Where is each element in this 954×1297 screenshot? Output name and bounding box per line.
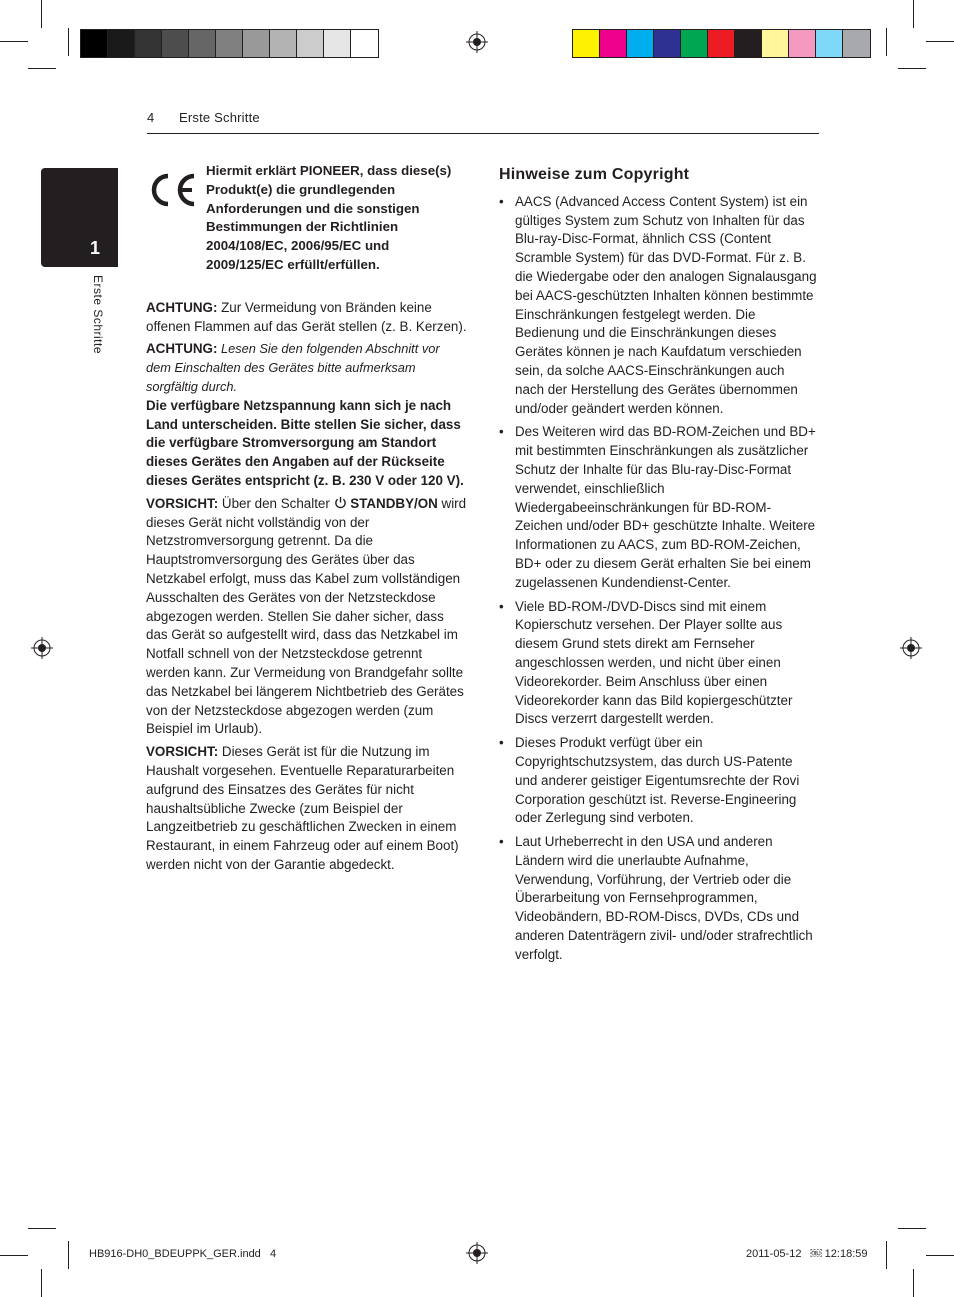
crop-mark: [886, 1241, 887, 1269]
right-column: [499, 166, 817, 970]
crop-mark: [41, 0, 42, 28]
page-number: 4: [147, 110, 155, 125]
list-item: • Dieses Produkt verfügt über ein Copyrightschutzsystem, das durch US-Patente und anderer geistiger Eigentumsrechte der Rovi Corporation geschützt ist. Reverse-Engineering oder Zerlegung sind verboten.: [499, 734, 817, 828]
crop-mark: [68, 28, 69, 56]
voltage-notice: Die verfügbare Netzspannung kann sich je nach Land unterscheiden. Bitte stellen Sie sicher, dass die verfügbare Stromversorgung am Standort dieses Gerätes den Angaben auf der Rückseite dieses Gerätes entspricht (z. B. 230 V oder 120 V).: [146, 397, 464, 488]
color-swatch: [654, 30, 681, 57]
left-column: [146, 162, 468, 879]
color-swatch: [324, 30, 351, 57]
color-swatch: [108, 30, 135, 57]
crop-mark: [926, 1255, 954, 1256]
color-swatch: [627, 30, 654, 57]
color-swatch: [735, 30, 762, 57]
section-heading: Hinweise zum Copyright: [499, 166, 690, 183]
caution-text: Lesen Sie den folgenden Abschnitt vor dem Einschalten des Gerätes bitte aufmerksam sorgfältig durch.: [146, 341, 440, 394]
caution-text: Zur Vermeidung von Bränden keine offenen Flammen auf das Gerät stellen (z. B. Kerzen).: [146, 299, 467, 334]
registration-mark-icon: [900, 637, 922, 659]
crop-mark: [28, 68, 56, 69]
ce-mark-icon: [146, 170, 198, 210]
color-swatch: [681, 30, 708, 57]
registration-mark-icon: [31, 637, 53, 659]
warning-text: Dieses Gerät ist für die Nutzung im Haushalt vorgesehen. Eventuelle Reparaturarbeiten aufgrund des Einsatzes des Gerätes für nicht haushaltsübliche Zwecke (zum Beispiel der Langzeitbetrieb zu geschäftlichen Zwecken in einem Restaurant, in einem Fahrzeug oder auf einem Boot) werden nicht von der Garantie abgedeckt.: [146, 744, 459, 872]
warning-text: wird dieses Gerät nicht vollständig von der Netzstromversorgung getrennt. Da die Hauptstromversorgung des Gerätes über das Netzkabel erfolgt, muss das Kabel zum vollständigen Ausschalten des Gerätes von der Netzsteckdose abgezogen werden. Stellen Sie daher sicher, dass das Gerät so aufgestellt wird, dass das Netzkabel im Notfall schnell von der Netzsteckdose getrennt werden kann. Zur Vermeidung von Brandgefahr sollte das Netzkabel bei längerem Nichtbetrieb des Gerätes von der Netzsteckdose abgezogen werden (zum Beispiel im Urlaub).: [146, 495, 467, 737]
warning-paragraph: [146, 743, 468, 875]
warning-paragraph: [146, 495, 468, 739]
crop-mark: [28, 1228, 56, 1229]
color-swatch: [789, 30, 816, 57]
color-swatch: [162, 30, 189, 57]
standby-switch-label: STANDBY/ON: [346, 495, 438, 511]
color-swatch: [816, 30, 843, 57]
color-swatch: [297, 30, 324, 57]
crop-mark: [41, 1269, 42, 1297]
caution-label: ACHTUNG:: [146, 299, 218, 315]
crop-mark: [926, 41, 954, 42]
chapter-tab: [41, 168, 118, 267]
crop-mark: [886, 28, 887, 56]
list-item: • Des Weiteren wird das BD-ROM-Zeichen und BD+ mit bestimmten Einschränkungen als zusätzlicher Schutz der Inhalte für das Blu-ray-Disc-Format verwendet, einschließlich Wiedergabeeinschränkungen für BD-ROM-Zeichen und/oder BD+ geschützte Inhalte. Weitere Informationen zu AACS, zum BD-ROM-Zeichen, BD+ oder zu diesem Gerät erhalten Sie bei einem zugelassenen Kundendienst-Center.: [499, 423, 817, 592]
color-swatch: [135, 30, 162, 57]
crop-mark: [0, 1255, 28, 1256]
chapter-tab-label: Erste Schritte: [91, 275, 105, 355]
chapter-tab-number: 1: [90, 238, 101, 258]
crop-mark: [68, 1241, 69, 1269]
crop-mark: [898, 68, 926, 69]
color-swatch: [270, 30, 297, 57]
crop-mark: [913, 1269, 914, 1297]
color-swatch: [243, 30, 270, 57]
ce-statement: Hiermit erklärt PIONEER, dass diese(s) Produkt(e) die grundlegenden Anforderungen und die sonstigen Bestimmungen der Richtlinien 2004/108/EC, 2006/95/EC und 2009/125/EC erfüllt/erfüllen.: [206, 163, 452, 272]
running-header-title: Erste Schritte: [179, 110, 260, 125]
copyright-list: [499, 193, 817, 965]
list-item: • Laut Urheberrecht in den USA und anderen Ländern wird die unerlaubte Aufnahme, Verwendung, Vorführung, der Vertrieb oder die Überarbeitung von Fernsehprogrammen, Videobändern, BD-ROM-Discs, DVDs, CDs und anderen Datenträgern zivil- und/oder strafrechtlich verfolgt.: [499, 833, 817, 965]
grayscale-bar: [80, 29, 379, 58]
registration-mark-icon: [466, 31, 488, 53]
color-swatch: [351, 30, 378, 57]
list-item: • Viele BD-ROM-/DVD-Discs sind mit einem Kopierschutz versehen. Der Player sollte aus diesem Grund stets direkt am Fernseher angeschlossen werden, und nicht über einen Videorekorder. Beim Anschluss über einen Videorekorder kann das Bild kopiergeschützter Discs verzerrt dargestellt werden.: [499, 598, 817, 730]
list-item: • AACS (Advanced Access Content System) ist ein gültiges System zum Schutz von Inhalten für das Blu-ray-Disc-Format, ähnlich CSS (Content Scramble System) für das DVD-Format. Für z. B. die Wiedergabe oder den analogen Signalausgang bei AACS-geschützten Inhalten können bestimmte Einschränkungen festgelegt werden. Die Bedienung und die Einschränkungen dieses Gerätes können je nach Kaufdatum verschieden sein, da solche AACS-Einschränkungen auch nach der Herstellung des Gerätes übernommen und/oder geändert werden können.: [499, 193, 817, 419]
color-swatch: [573, 30, 600, 57]
power-icon: [334, 496, 347, 509]
warning-label: VORSICHT:: [146, 495, 219, 511]
crop-mark: [913, 0, 914, 28]
color-swatch: [189, 30, 216, 57]
crop-mark: [898, 1228, 926, 1229]
header-rule: [147, 133, 819, 134]
color-swatch: [843, 30, 870, 57]
caution-paragraph: [146, 299, 468, 337]
color-swatch: [600, 30, 627, 57]
caution-paragraph: [146, 340, 468, 396]
crop-mark: [0, 41, 28, 42]
registration-mark-icon: [466, 1242, 488, 1264]
ce-declaration: [146, 162, 468, 275]
color-bar: [572, 29, 871, 58]
footer-datetime: 2011-05-12 ￼ 12:18:59: [746, 1248, 868, 1260]
color-swatch: [216, 30, 243, 57]
warning-label: VORSICHT:: [146, 744, 219, 760]
caution-label: ACHTUNG:: [146, 341, 218, 357]
color-swatch: [81, 30, 108, 57]
color-swatch: [708, 30, 735, 57]
warning-text: Über den Schalter: [218, 495, 334, 511]
footer-filename: HB916-DH0_BDEUPPK_GER.indd 4: [89, 1248, 277, 1260]
color-swatch: [762, 30, 789, 57]
